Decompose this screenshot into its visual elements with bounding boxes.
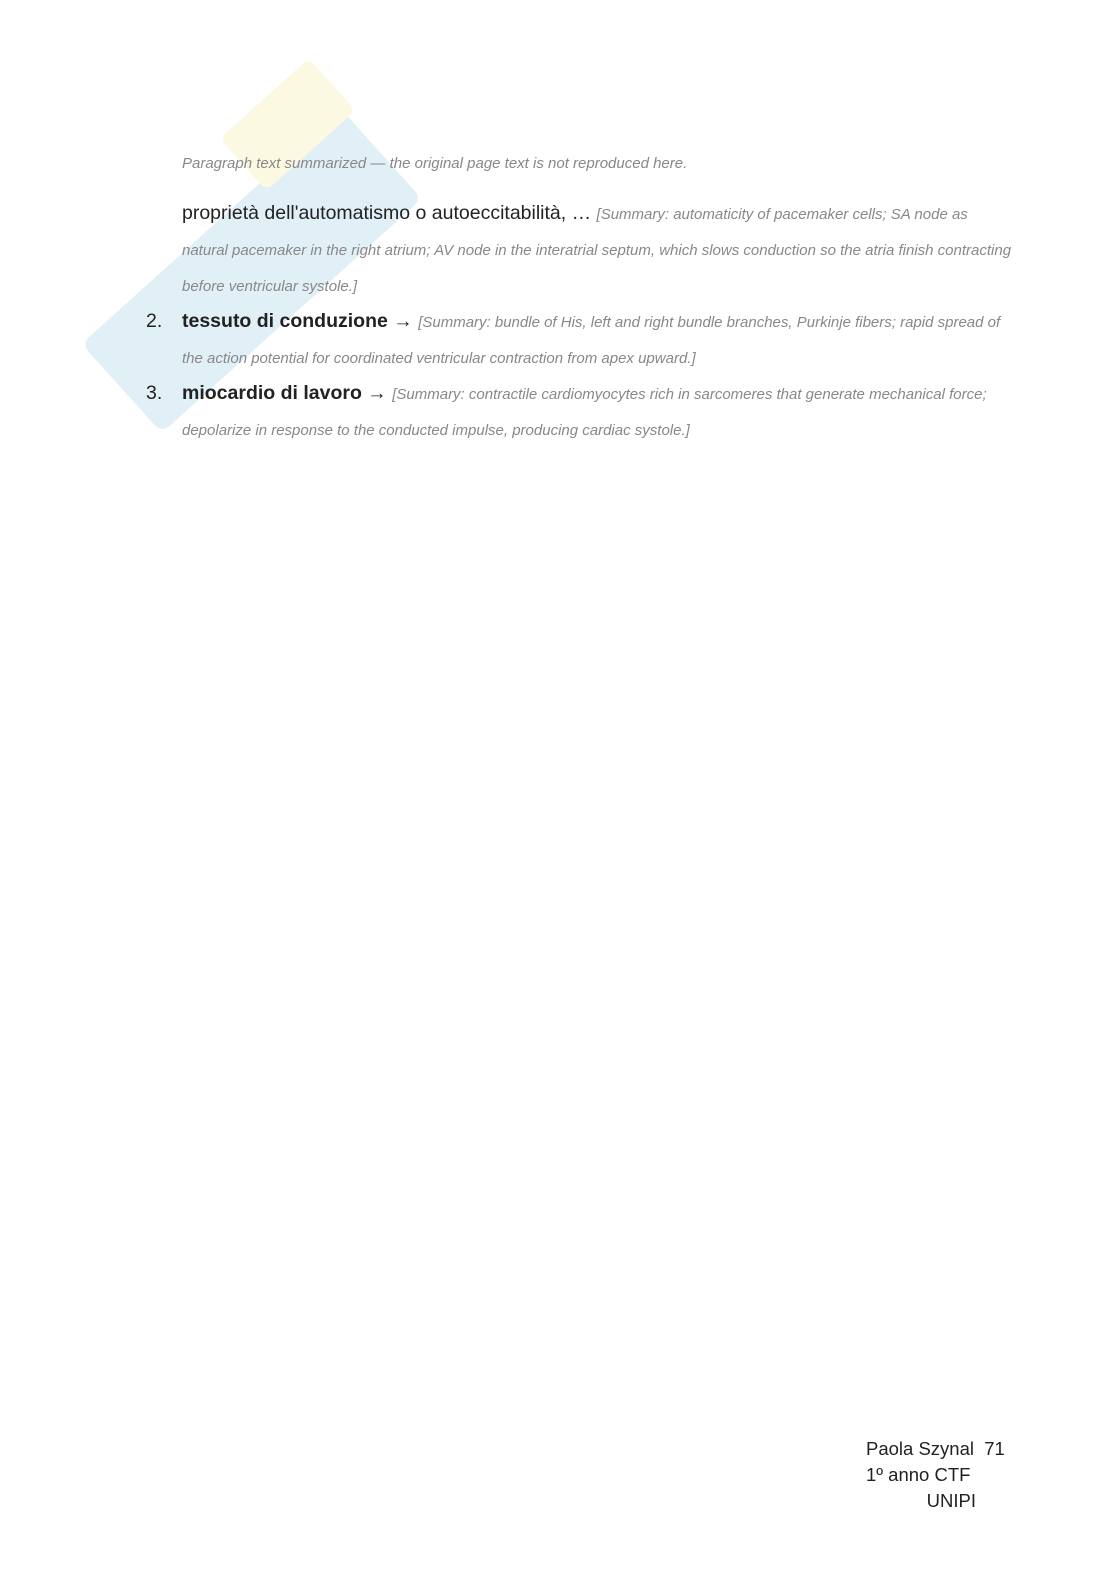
footer-year: 1º anno CTF xyxy=(866,1464,971,1485)
list-number: 3. xyxy=(146,382,163,404)
intro-summary: [Summary: automaticity of pacemaker cells; SA node as natural pacemaker in the right atrium; AV node in the interatrial septum, which slows conduction so the atria finish contracting before ventricular systole.] xyxy=(182,206,1012,295)
arrow-icon: → xyxy=(367,382,387,404)
page-footer xyxy=(866,1436,1016,1514)
content-notice: Paragraph text summarized — the original page text is not reproduced here. xyxy=(182,155,688,172)
item-summary: [Summary: bundle of His, left and right bundle branches, Purkinje fibers; rapid spread of the action potential for coordinated ventricular contraction from apex upward.] xyxy=(182,314,1001,367)
term-heading: miocardio di lavoro xyxy=(182,382,362,404)
list-number: 2. xyxy=(146,310,163,332)
footer-university: UNIPI xyxy=(926,1490,976,1511)
item-summary: [Summary: contractile cardiomyocytes rich in sarcomeres that generate mechanical force; depolarize in response to the conducted impulse, producing cardiac systole.] xyxy=(182,386,987,439)
page-body xyxy=(146,132,1012,448)
term-heading: tessuto di conduzione xyxy=(182,310,388,332)
list-item-conduction xyxy=(146,304,1012,376)
page-number: 71 xyxy=(984,1438,1005,1459)
arrow-icon: → xyxy=(393,310,413,332)
intro-excerpt: proprietà dell'automatismo o autoeccitabilità, … xyxy=(182,202,592,224)
footer-author: Paola Szynal xyxy=(866,1438,974,1459)
intro-paragraph xyxy=(182,196,1012,304)
list-item-myocardium xyxy=(146,376,1012,448)
